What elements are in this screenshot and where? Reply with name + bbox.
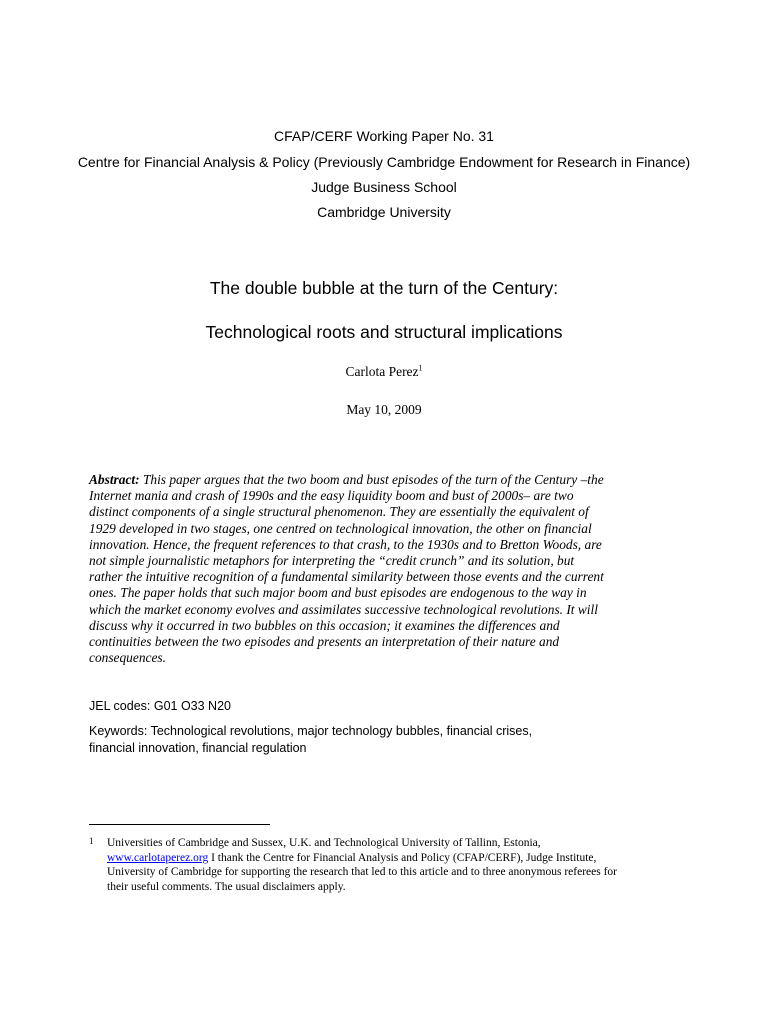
centre-name: Centre for Financial Analysis & Policy (Previously Cambridge Endowment for Research in Finance) — [77, 154, 691, 170]
footnote-line: Universities of Cambridge and Sussex, U.K. and Technological University of Tallinn, Estonia, — [107, 837, 541, 849]
abstract-line: which the market economy evolves and assimilates successive technological revolutions. It will — [89, 601, 598, 617]
footnote-separator — [89, 824, 270, 825]
abstract-line: rather the intuitive recognition of a fundamental similarity between those events and the current — [89, 569, 604, 585]
abstract-line: 1929 developed in two stages, one centred on technological innovation, the other on financial — [89, 520, 592, 536]
abstract-line: not simple journalistic metaphors for interpreting the “credit crunch” and its solution, but — [89, 553, 575, 569]
school-name: Judge Business School — [311, 179, 457, 195]
paper-subtitle: Technological roots and structural implications — [205, 322, 563, 342]
paper-title: The double bubble at the turn of the Century: — [209, 278, 559, 298]
abstract-line: innovation. Hence, the frequent references to that crash, to the 1930s and to Bretton Woods, are — [89, 536, 602, 552]
working-paper-number: CFAP/CERF Working Paper No. 31 — [274, 128, 494, 144]
jel-codes: JEL codes: G01 O33 N20 — [89, 699, 231, 713]
footnote-line: their useful comments. The usual disclaimers apply. — [107, 880, 346, 893]
abstract-line: ones. The paper holds that such major boom and bust episodes are endogenous to the way in — [89, 585, 587, 601]
footnote-line: University of Cambridge for supporting the research that led to this article and to three anonymous referees for — [107, 866, 617, 878]
author-name: Carlota Perez — [345, 364, 419, 379]
author-footnote-mark: 1 — [418, 363, 423, 373]
paper-date: May 10, 2009 — [346, 402, 422, 417]
abstract-line: Internet mania and crash of 1990s and the easy liquidity boom and bust of 2000s– are two — [89, 488, 574, 504]
abstract-line: distinct components of a single structural phenomenon. They are essentially the equivalent of — [89, 504, 589, 520]
abstract-line: Abstract: This paper argues that the two boom and bust episodes of the turn of the Century –the — [89, 472, 604, 487]
author-line — [0, 364, 768, 380]
abstract — [89, 472, 689, 666]
footnote-mark: 1 — [89, 836, 94, 846]
keywords-line-2: financial innovation, financial regulation — [89, 741, 307, 755]
footnote-line: www.carlotaperez.org I thank the Centre for Financial Analysis and Policy (CFAP/CERF), Judge Institute, — [107, 851, 597, 864]
abstract-line: discuss why it occurred in two bubbles on this occasion; it examines the differences and — [89, 617, 560, 633]
abstract-line: consequences. — [89, 650, 166, 666]
university-name: Cambridge University — [317, 204, 451, 220]
footnote — [107, 836, 707, 894]
author-website-link[interactable]: www.carlotaperez.org — [107, 851, 209, 864]
abstract-line: continuities between the two episodes and presents an interpretation of their nature and — [89, 634, 560, 650]
abstract-label: Abstract: — [89, 472, 140, 487]
keywords-line-1: Keywords: Technological revolutions, major technology bubbles, financial crises, — [89, 724, 533, 738]
